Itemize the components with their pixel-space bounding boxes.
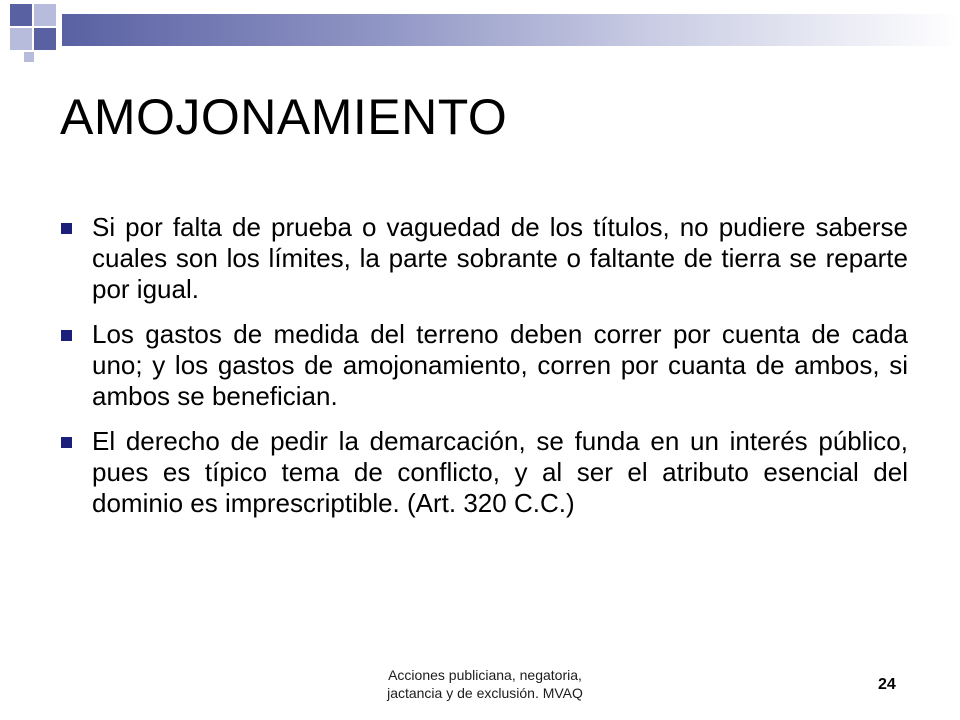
bullet-item bbox=[60, 319, 908, 412]
corner-square-small bbox=[24, 52, 34, 62]
footer-line: jactancia y de exclusión. MVAQ bbox=[387, 685, 583, 701]
footer-line: Acciones publiciana, negatoria, bbox=[388, 667, 582, 683]
corner-square-dark bbox=[10, 4, 32, 26]
corner-square-dark bbox=[34, 28, 56, 50]
bullet-text: El derecho de pedir la demarcación, se funda en un interés público, pues es típico tema de conflicto, y al ser el atributo esencial del dominio es imprescriptible. (Art. 320 C.C.) bbox=[92, 426, 908, 518]
page-number: 24 bbox=[878, 676, 896, 693]
bullet-text: Los gastos de medida del terreno deben correr por cuenta de cada uno; y los gastos de amojonamiento, corren por cuanta de ambos, si ambos se benefician. bbox=[92, 319, 908, 411]
bullet-text: Si por falta de prueba o vaguedad de los títulos, no pudiere saberse cuales son los límites, la parte sobrante o faltante de tierra se reparte por igual. bbox=[92, 212, 908, 304]
slide-title: AMOJONAMIENTO bbox=[60, 89, 508, 145]
square-bullet-icon bbox=[61, 437, 72, 448]
square-bullet-icon bbox=[61, 330, 72, 341]
square-bullet-icon bbox=[61, 223, 72, 234]
header-gradient-bar bbox=[62, 14, 960, 46]
corner-square-light bbox=[34, 4, 56, 26]
footer-text bbox=[360, 666, 610, 702]
bullet-item bbox=[60, 212, 908, 305]
bullet-item bbox=[60, 426, 908, 519]
corner-square-light bbox=[10, 28, 32, 50]
bullet-list bbox=[60, 212, 908, 533]
